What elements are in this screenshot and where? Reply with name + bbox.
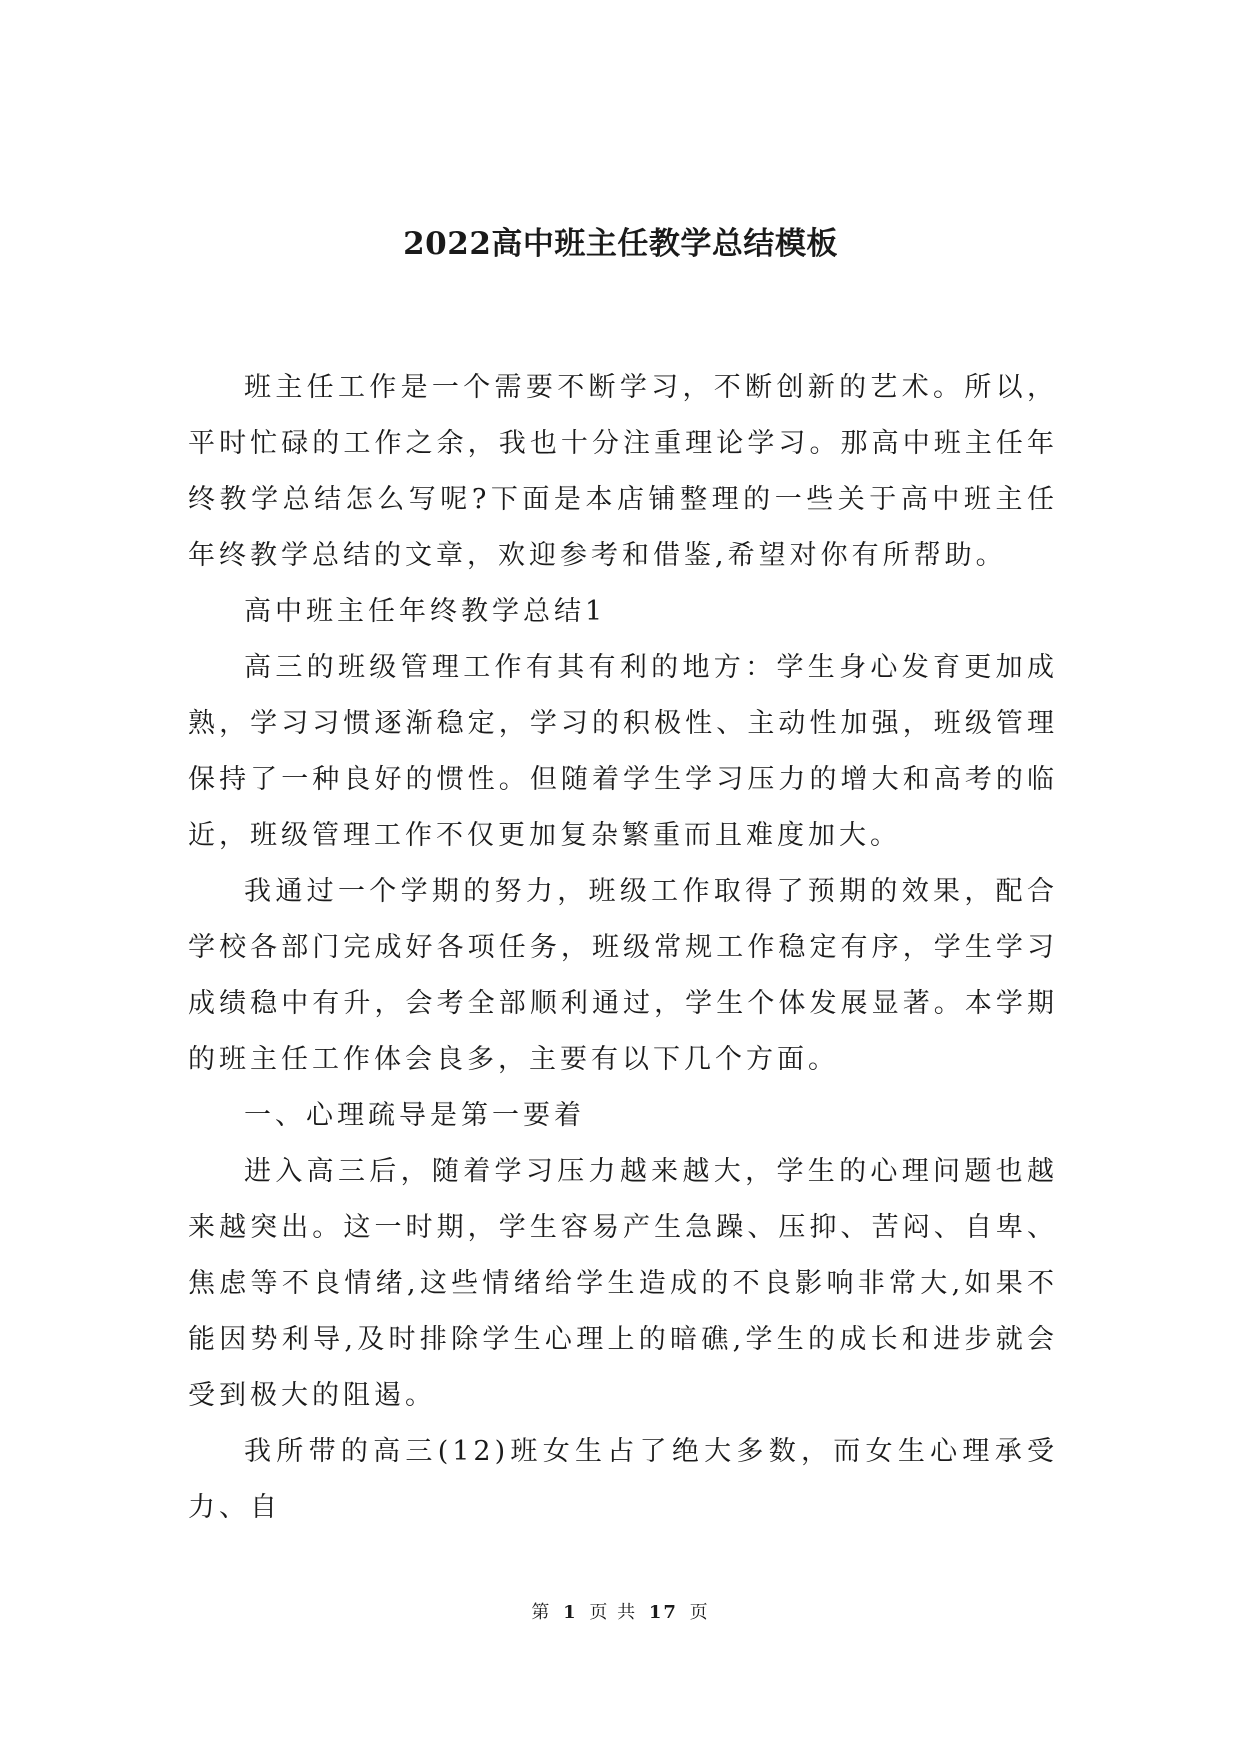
paragraph: 高三的班级管理工作有其有利的地方：学生身心发育更加成熟，学习习惯逐渐稳定，学习的积极性、主动性加强，班级管理保持了一种良好的惯性。但随着学生学习压力的增大和高考的临近，班级管理工作不仅更加复杂繁重而且难度加大。 [188, 652, 1058, 851]
footer-middle: 页 共 [589, 1602, 638, 1623]
paragraph: 我通过一个学期的努力，班级工作取得了预期的效果，配合学校各部门完成好各项任务，班级常规工作稳定有序，学生学习成绩稳中有升，会考全部顺利通过，学生个体发展显著。本学期的班主任工作体会良多，主要有以下几个方面。 [188, 876, 1058, 1075]
subsection-heading: 一、心理疏导是第一要着 [244, 1100, 585, 1131]
paragraph-intro: 班主任工作是一个需要不断学习，不断创新的艺术。所以，平时忙碌的工作之余，我也十分注重理论学习。那高中班主任年终教学总结怎么写呢?下面是本店铺整理的一些关于高中班主任年终教学总结的文章，欢迎参考和借鉴,希望对你有所帮助。 [188, 372, 1058, 571]
current-page-number: 1 [563, 1602, 578, 1623]
document-body [188, 360, 1058, 1536]
total-pages-number: 17 [648, 1602, 678, 1623]
section-heading: 高中班主任年终教学总结1 [244, 596, 607, 627]
page-footer [0, 1601, 1241, 1625]
footer-prefix: 第 [531, 1602, 552, 1623]
paragraph: 我所带的高三(12)班女生占了绝大多数，而女生心理承受力、自 [188, 1436, 1058, 1523]
paragraph: 进入高三后，随着学习压力越来越大，学生的心理问题也越来越突出。这一时期，学生容易产生急躁、压抑、苦闷、自卑、焦虑等不良情绪,这些情绪给学生造成的不良影响非常大,如果不能因势利导,及时排除学生心理上的暗礁,学生的成长和进步就会受到极大的阻遏。 [188, 1156, 1058, 1411]
footer-suffix: 页 [689, 1602, 710, 1623]
document-title: 2022高中班主任教学总结模板 [403, 226, 838, 262]
